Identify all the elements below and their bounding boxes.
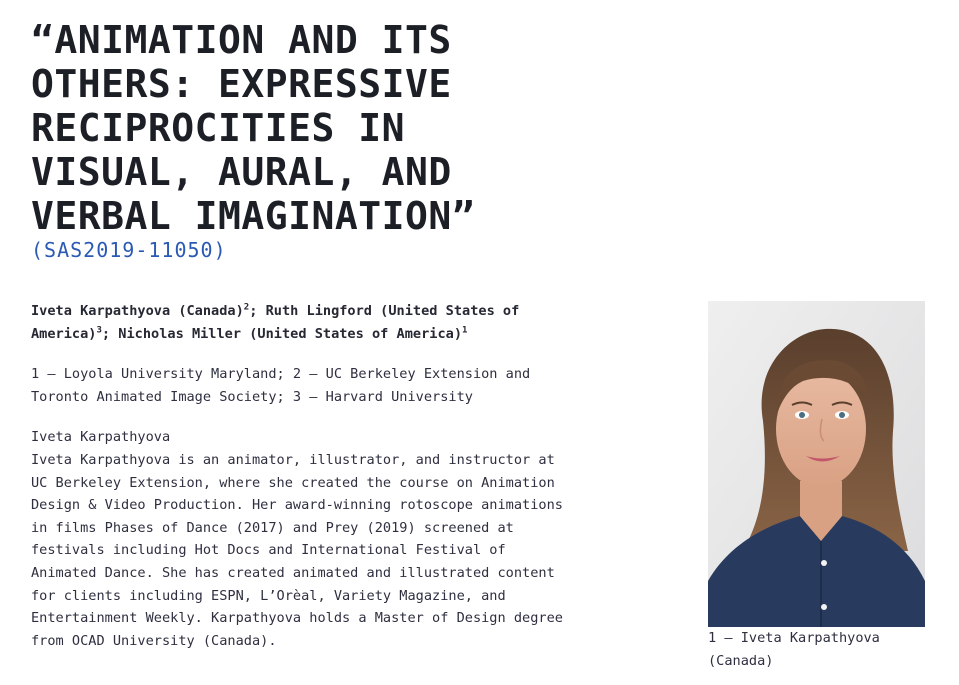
author-separator: ; bbox=[249, 303, 266, 319]
title-line: VERBAL IMAGINATION” bbox=[31, 194, 476, 238]
author-name: Ruth Lingford (United States of America) bbox=[31, 303, 520, 342]
portrait-image bbox=[708, 301, 925, 627]
author-photo bbox=[708, 301, 925, 627]
author-name: Nicholas Miller (United States of America) bbox=[118, 325, 463, 342]
page-title bbox=[31, 18, 631, 238]
title-line: RECIPROCITIES IN bbox=[31, 106, 406, 150]
bio-name: Iveta Karpathyova bbox=[31, 429, 171, 446]
author-list bbox=[31, 300, 571, 345]
submission-code: (SAS2019-11050) bbox=[31, 238, 227, 262]
author-affiliation-mark: 1 bbox=[462, 325, 468, 336]
author-affiliation-mark: 2 bbox=[243, 302, 250, 313]
title-line: OTHERS: EXPRESSIVE bbox=[31, 62, 452, 106]
photo-caption: 1 — Iveta Karpathyova (Canada) bbox=[708, 630, 880, 669]
title-line: VISUAL, AURAL, AND bbox=[31, 150, 452, 194]
title-line: “ANIMATION AND ITS bbox=[31, 18, 452, 62]
author-separator: ; bbox=[101, 325, 119, 342]
affiliations: 1 — Loyola University Maryland; 2 — UC Berkeley Extension and Toronto Animated Image Society; 3 — Harvard University bbox=[31, 366, 531, 405]
author-affiliation-mark: 3 bbox=[96, 325, 102, 336]
bio-text: Iveta Karpathyova is an animator, illustrator, and instructor at UC Berkeley Extension, where she created the course on Animation Design & Video Production. Her award-winning rotoscope animations in films Phases of Dance (2017) and Prey (2019) screened at festivals including Hot Docs and International Festival of Animated Dance. She has created animated and illustrated content for clients including ESPN, L’Orèal, Variety Magazine, and Entertainment Weekly. Karpathyova holds a Master of Design degree from OCAD University (Canada). bbox=[31, 451, 563, 649]
content-column bbox=[31, 300, 571, 652]
author-name: Iveta Karpathyova (Canada) bbox=[31, 303, 244, 319]
